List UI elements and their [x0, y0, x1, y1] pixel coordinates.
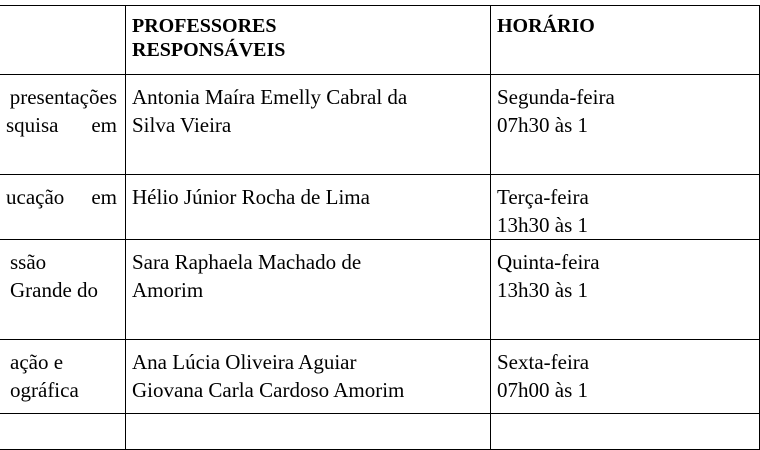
table-header-row [0, 6, 760, 75]
course-name-word: ucação [6, 185, 65, 209]
schedule-time: 13h30 às 1 [497, 213, 588, 237]
course-name-line1: ssão [10, 250, 47, 274]
schedule-day: Terça-feira [497, 185, 589, 209]
course-name-line2: ográfica [10, 378, 79, 402]
schedule-time: 13h30 às 1 [497, 278, 588, 302]
professor-name-line2: Amorim [132, 278, 204, 302]
course-cell [0, 340, 126, 414]
table-row [0, 240, 760, 340]
professor-name-line1: Hélio Júnior Rocha de Lima [132, 185, 370, 209]
schedule-table [0, 5, 760, 450]
professor-name-line1: Sara Raphaela Machado de [132, 250, 362, 274]
header-cell-professors [126, 6, 491, 75]
course-name-word: em [91, 113, 117, 137]
table-row [0, 340, 760, 414]
table-row [0, 75, 760, 175]
schedule-day: Quinta-feira [497, 250, 600, 274]
course-cell [0, 175, 126, 240]
course-cell [0, 75, 126, 175]
professor-cell [126, 340, 491, 414]
course-name-line2 [0, 111, 117, 139]
header-schedule-label: HORÁRIO [497, 15, 595, 37]
empty-cell [491, 414, 760, 450]
header-cell-course [0, 6, 126, 75]
schedule-day: Segunda-feira [497, 85, 615, 109]
course-name-word: squisa [6, 113, 59, 137]
professor-cell [126, 240, 491, 340]
course-name-line1 [0, 183, 117, 211]
professor-cell [126, 75, 491, 175]
professor-name-line2: Silva Vieira [132, 113, 232, 137]
schedule-cell [491, 240, 760, 340]
course-name-line1: presentações [9, 85, 117, 109]
professor-name-line2: Giovana Carla Cardoso Amorim [132, 378, 405, 402]
schedule-cell [491, 175, 760, 240]
professor-cell [126, 175, 491, 240]
schedule-time: 07h00 às 1 [497, 378, 588, 402]
professor-name-line1: Antonia Maíra Emelly Cabral da [132, 85, 408, 109]
empty-cell [126, 414, 491, 450]
table-row [0, 175, 760, 240]
schedule-day: Sexta-feira [497, 350, 590, 374]
header-professors-line1: PROFESSORES [132, 15, 277, 37]
course-cell [0, 240, 126, 340]
header-professors-line2: RESPONSÁVEIS [132, 39, 286, 61]
header-cell-schedule [491, 6, 760, 75]
course-name-line1: ação e [10, 350, 64, 374]
course-name-word: em [91, 185, 117, 209]
schedule-cell [491, 340, 760, 414]
course-name-line2: Grande do [10, 278, 99, 302]
professor-name-line1: Ana Lúcia Oliveira Aguiar [132, 350, 357, 374]
schedule-time: 07h30 às 1 [497, 113, 588, 137]
table-row-empty [0, 414, 760, 450]
empty-cell [0, 414, 126, 450]
schedule-cell [491, 75, 760, 175]
